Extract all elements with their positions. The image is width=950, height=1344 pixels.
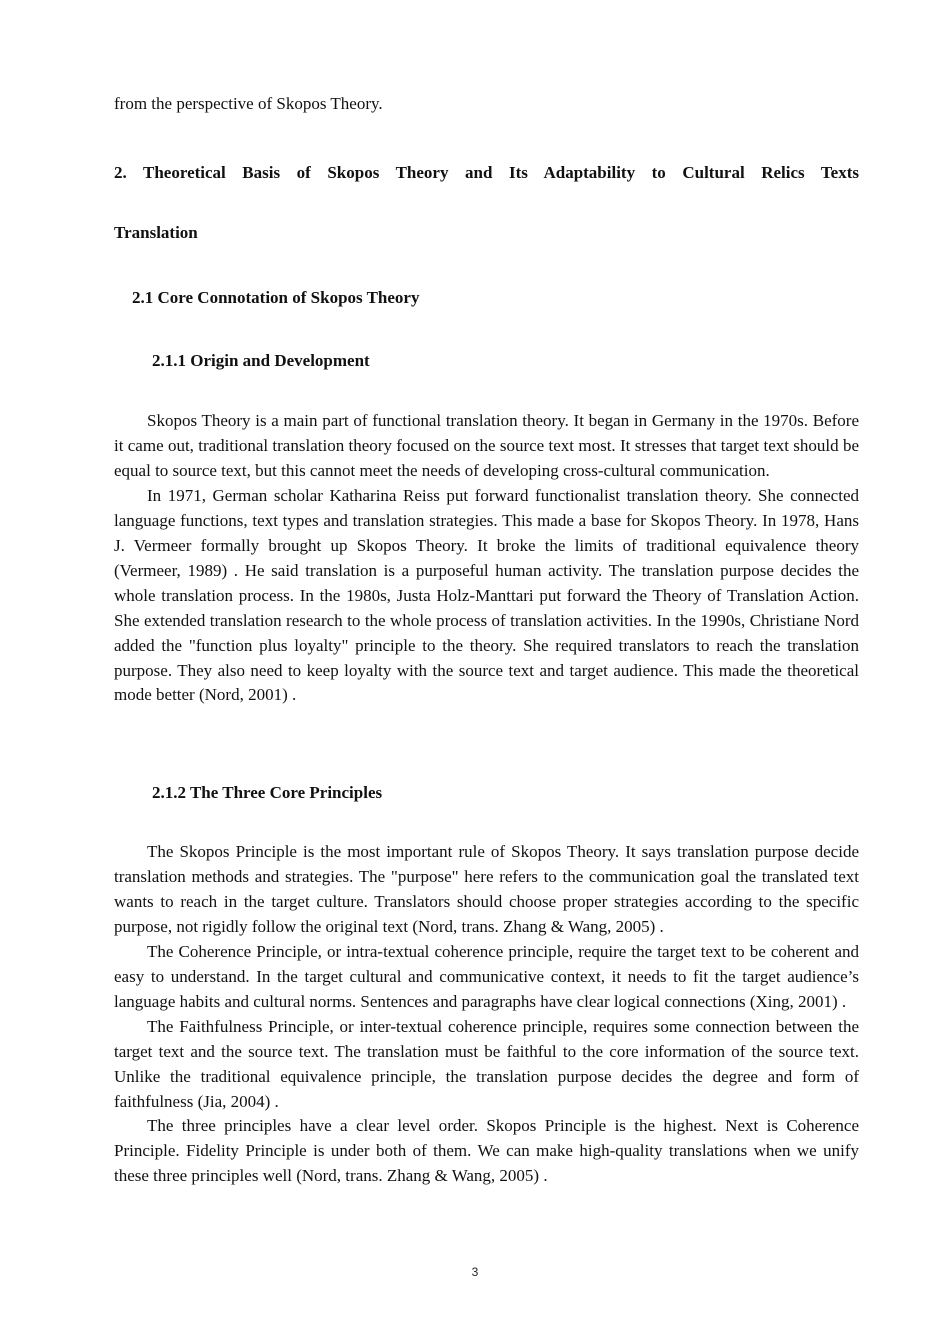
section-heading-line-1: 2. Theoretical Basis of Skopos Theory and Its Adaptability to Cultural Relics Texts bbox=[114, 163, 859, 182]
paragraph: The Skopos Principle is the most important rule of Skopos Theory. It says translation purpose decide translation methods and strategies. The "purpose" here refers to the communication goal the translated text wants to reach in the target culture. Translators should choose proper strategies according to the specific purpose, not rigidly follow the original text (Nord, trans. Zhang & Wang, 2005) . bbox=[114, 842, 859, 936]
page-number: 3 bbox=[471, 1265, 479, 1279]
subsection-heading: 2.1 Core Connotation of Skopos Theory bbox=[132, 288, 420, 307]
lead-text-line: from the perspective of Skopos Theory. bbox=[114, 94, 383, 113]
section-heading-line-2: Translation bbox=[114, 223, 198, 242]
subsubsection-heading-origin: 2.1.1 Origin and Development bbox=[152, 351, 370, 370]
paragraph: In 1971, German scholar Katharina Reiss put forward functionalist translation theory. She connected language functions, text types and translation strategies. This made a base for Skopos Theory. In 1978, Hans J. Vermeer formally brought up Skopos Theory. It broke the limits of traditional equivalence theory (Vermeer, 1989) . He said translation is a purposeful human activity. The translation purpose decides the whole translation process. In the 1980s, Justa Holz-Manttari put forward the Theory of Translation Action. She extended translation research to the whole process of translation activities. In the 1990s, Christiane Nord added the "function plus loyalty" principle to the theory. She required translators to reach the translation purpose. They also need to keep loyalty with the source text and target audience. This made the theoretical mode better (Nord, 2001) . bbox=[114, 485, 859, 705]
paragraph: The Faithfulness Principle, or inter-textual coherence principle, requires some connection between the target text and the source text. The translation must be faithful to the core information of the source text. Unlike the traditional equivalence principle, the translation purpose decides the degree and form of faithfulness (Jia, 2004) . bbox=[114, 1016, 859, 1111]
paragraph: The three principles have a clear level order. Skopos Principle is the highest. Next is Coherence Principle. Fidelity Principle is under both of them. We can make high-quality translations when we unify these three principles well (Nord, trans. Zhang & Wang, 2005) . bbox=[114, 1116, 859, 1186]
paragraph: The Coherence Principle, or intra-textual coherence principle, require the target text to be coherent and easy to understand. In the target cultural and communicative context, it needs to fit the target audience’s language habits and cultural norms. Sentences and paragraphs have clear logical connections (Xing, 2001) . bbox=[114, 941, 859, 1011]
section-heading bbox=[114, 143, 859, 263]
paragraph: Skopos Theory is a main part of functional translation theory. It began in Germany in the 1970s. Before it came out, traditional translation theory focused on the source text most. It stresses that target text should be equal to source text, but this cannot meet the needs of developing cross-cultural communication. bbox=[114, 411, 859, 480]
origin-body bbox=[114, 409, 859, 708]
subsubsection-heading-principles: 2.1.2 The Three Core Principles bbox=[152, 783, 383, 802]
principles-body bbox=[114, 840, 859, 1189]
